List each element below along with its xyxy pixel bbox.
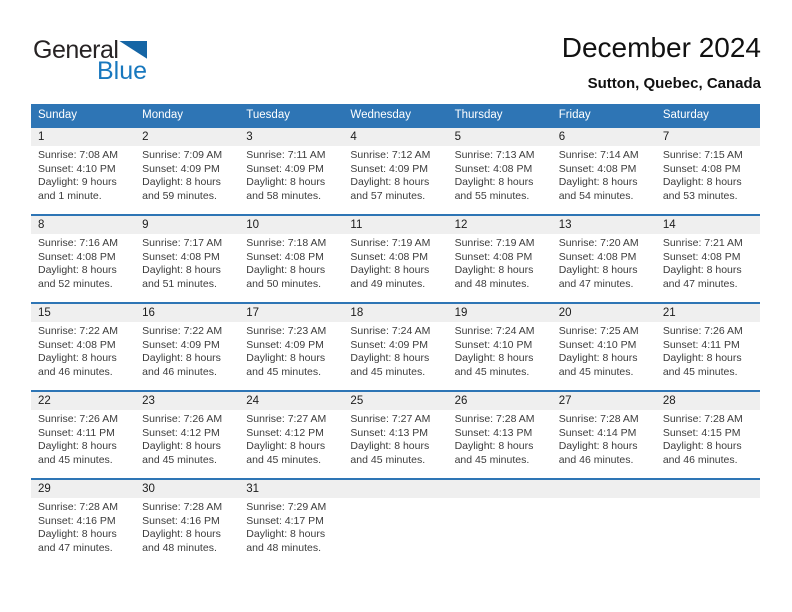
day-details-12 — [448, 234, 552, 291]
daylight-line-2: and 45 minutes. — [246, 453, 321, 466]
sunset-line: Sunset: 4:10 PM — [558, 338, 637, 351]
weekday-header-sunday: Sunday — [38, 109, 78, 121]
date-31: 31 — [246, 483, 260, 495]
title-block — [562, 33, 761, 92]
day-details-18 — [343, 322, 447, 379]
sunset-line: Sunset: 4:08 PM — [38, 250, 116, 263]
sunset-line: Sunset: 4:08 PM — [246, 250, 324, 263]
day-details-8 — [31, 234, 135, 291]
day-details-6 — [552, 146, 656, 203]
daylight-line-1: Daylight: 9 hours — [38, 176, 117, 188]
daylight-line-2: and 52 minutes. — [38, 277, 113, 290]
sunrise-line: Sunrise: 7:19 AM — [454, 237, 535, 249]
daylight-line-2: and 59 minutes. — [142, 189, 217, 202]
sunrise-line: Sunrise: 7:13 AM — [454, 149, 535, 161]
daylight-line-2: and 53 minutes. — [662, 189, 738, 202]
sunrise-line: Sunrise: 7:08 AM — [38, 149, 118, 161]
daylight-line-2: and 45 minutes. — [38, 453, 113, 466]
sunrise-line: Sunrise: 7:22 AM — [142, 325, 223, 337]
sunset-line: Sunset: 4:08 PM — [558, 162, 637, 175]
sunset-line: Sunset: 4:09 PM — [246, 162, 324, 175]
date-29: 29 — [38, 483, 51, 495]
general-blue-logo — [33, 38, 147, 84]
page-subtitle: Sutton, Quebec, Canada — [587, 74, 761, 92]
daylight-line-1: Daylight: 8 hours — [558, 264, 638, 276]
logo-general-text: General — [33, 36, 119, 64]
daylight-line-1: Daylight: 8 hours — [662, 352, 742, 364]
empty-date-cell — [656, 480, 760, 498]
sunrise-line: Sunrise: 7:19 AM — [350, 237, 431, 249]
date-9: 9 — [142, 219, 149, 231]
daylight-line-1: Daylight: 8 hours — [454, 264, 534, 276]
date-10: 10 — [246, 219, 260, 231]
day-details-10 — [239, 234, 343, 291]
sunset-line: Sunset: 4:12 PM — [246, 426, 324, 439]
empty-date-cell — [448, 480, 552, 498]
daylight-line-2: and 58 minutes. — [246, 189, 321, 202]
daylight-line-1: Daylight: 8 hours — [142, 176, 221, 188]
day-details-26 — [448, 410, 552, 467]
date-4: 4 — [350, 131, 357, 143]
date-25: 25 — [350, 395, 364, 407]
details-row — [31, 410, 760, 467]
daylight-line-1: Daylight: 8 hours — [662, 176, 742, 188]
daylight-line-2: and 47 minutes. — [662, 277, 738, 290]
daylight-line-1: Daylight: 8 hours — [662, 440, 742, 452]
sunset-line: Sunset: 4:09 PM — [142, 338, 220, 351]
daylight-line-2: and 48 minutes. — [246, 541, 321, 554]
date-11: 11 — [350, 219, 363, 231]
daylight-line-1: Daylight: 8 hours — [350, 352, 430, 364]
daylight-line-2: and 45 minutes. — [558, 365, 634, 378]
sunrise-line: Sunrise: 7:18 AM — [246, 237, 327, 249]
date-21: 21 — [662, 307, 676, 319]
sunrise-line: Sunrise: 7:26 AM — [142, 413, 223, 425]
logo-blue-text: Blue — [97, 57, 148, 85]
date-26: 26 — [454, 395, 468, 407]
daylight-line-1: Daylight: 8 hours — [38, 264, 117, 276]
sunset-line: Sunset: 4:17 PM — [246, 514, 324, 527]
date-20: 20 — [558, 307, 572, 319]
daylight-line-1: Daylight: 8 hours — [662, 264, 742, 276]
weekday-header-friday: Friday — [558, 109, 591, 121]
day-details-25 — [343, 410, 447, 467]
sunrise-line: Sunrise: 7:22 AM — [38, 325, 118, 337]
daylight-line-2: and 46 minutes. — [662, 453, 738, 466]
date-5: 5 — [454, 131, 461, 143]
sunrise-line: Sunrise: 7:27 AM — [246, 413, 327, 425]
day-details-1 — [31, 146, 135, 203]
empty-date-cell — [552, 480, 656, 498]
details-row — [31, 322, 760, 379]
empty-detail-cell — [343, 498, 447, 555]
calendar-table — [31, 104, 760, 566]
day-details-29 — [31, 498, 135, 555]
page-title: December 2024 — [561, 32, 761, 63]
sunset-line: Sunset: 4:08 PM — [454, 162, 533, 175]
day-details-21 — [656, 322, 760, 379]
sunrise-line: Sunrise: 7:28 AM — [38, 501, 118, 513]
daylight-line-2: and 45 minutes. — [246, 365, 321, 378]
sunrise-line: Sunrise: 7:12 AM — [350, 149, 431, 161]
day-details-30 — [135, 498, 239, 555]
daylight-line-2: and 45 minutes. — [350, 365, 426, 378]
sunrise-line: Sunrise: 7:28 AM — [454, 413, 535, 425]
day-details-19 — [448, 322, 552, 379]
day-details-17 — [239, 322, 343, 379]
sunrise-line: Sunrise: 7:26 AM — [662, 325, 743, 337]
daylight-line-1: Daylight: 8 hours — [558, 176, 638, 188]
date-28: 28 — [662, 395, 676, 407]
date-18: 18 — [350, 307, 364, 319]
daylight-line-1: Daylight: 8 hours — [558, 440, 638, 452]
date-24: 24 — [246, 395, 260, 407]
daylight-line-1: Daylight: 8 hours — [350, 176, 430, 188]
sunrise-line: Sunrise: 7:14 AM — [558, 149, 639, 161]
weekday-header-row — [31, 104, 760, 126]
daylight-line-2: and 46 minutes. — [142, 365, 217, 378]
daylight-line-1: Daylight: 8 hours — [142, 440, 221, 452]
daylight-line-2: and 51 minutes. — [142, 277, 217, 290]
daylight-line-2: and 48 minutes. — [454, 277, 530, 290]
date-7: 7 — [662, 131, 670, 143]
date-band — [31, 128, 760, 146]
daylight-line-1: Daylight: 8 hours — [142, 528, 221, 540]
sunset-line: Sunset: 4:09 PM — [350, 338, 429, 351]
sunset-line: Sunset: 4:13 PM — [350, 426, 429, 439]
sunset-line: Sunset: 4:08 PM — [558, 250, 637, 263]
empty-detail-cell — [552, 498, 656, 555]
date-13: 13 — [558, 219, 572, 231]
day-details-9 — [135, 234, 239, 291]
date-22: 22 — [38, 395, 51, 407]
week-row-5 — [31, 478, 760, 566]
daylight-line-1: Daylight: 8 hours — [38, 528, 117, 540]
daylight-line-2: and 49 minutes. — [350, 277, 426, 290]
day-details-31 — [239, 498, 343, 555]
sunset-line: Sunset: 4:16 PM — [38, 514, 116, 527]
weekday-header-thursday: Thursday — [454, 109, 503, 121]
daylight-line-2: and 47 minutes. — [558, 277, 634, 290]
sunset-line: Sunset: 4:09 PM — [142, 162, 220, 175]
weekday-header-tuesday: Tuesday — [246, 109, 290, 121]
daylight-line-1: Daylight: 8 hours — [454, 176, 534, 188]
week-row-2 — [31, 214, 760, 302]
daylight-line-1: Daylight: 8 hours — [246, 176, 326, 188]
day-details-2 — [135, 146, 239, 203]
day-details-23 — [135, 410, 239, 467]
daylight-line-1: Daylight: 8 hours — [350, 264, 430, 276]
empty-date-cell — [343, 480, 447, 498]
sunset-line: Sunset: 4:12 PM — [142, 426, 220, 439]
daylight-line-1: Daylight: 8 hours — [246, 528, 326, 540]
date-2: 2 — [142, 131, 149, 143]
sunset-line: Sunset: 4:14 PM — [558, 426, 637, 439]
date-12: 12 — [454, 219, 468, 231]
sunset-line: Sunset: 4:08 PM — [454, 250, 533, 263]
daylight-line-2: and 45 minutes. — [454, 453, 530, 466]
sunrise-line: Sunrise: 7:16 AM — [38, 237, 118, 249]
daylight-line-1: Daylight: 8 hours — [350, 440, 430, 452]
date-8: 8 — [38, 219, 45, 231]
daylight-line-2: and 55 minutes. — [454, 189, 530, 202]
date-17: 17 — [246, 307, 260, 319]
date-27: 27 — [558, 395, 572, 407]
week-row-4 — [31, 390, 760, 478]
sunset-line: Sunset: 4:11 PM — [662, 338, 740, 351]
daylight-line-2: and 46 minutes. — [38, 365, 113, 378]
day-details-16 — [135, 322, 239, 379]
day-details-24 — [239, 410, 343, 467]
details-row — [31, 498, 760, 555]
daylight-line-2: and 47 minutes. — [38, 541, 113, 554]
date-3: 3 — [246, 131, 253, 143]
date-23: 23 — [142, 395, 155, 407]
sunrise-line: Sunrise: 7:25 AM — [558, 325, 639, 337]
sunrise-line: Sunrise: 7:20 AM — [558, 237, 639, 249]
date-30: 30 — [142, 483, 155, 495]
day-details-20 — [552, 322, 656, 379]
sunset-line: Sunset: 4:08 PM — [662, 162, 741, 175]
date-6: 6 — [558, 131, 566, 143]
sunrise-line: Sunrise: 7:17 AM — [142, 237, 223, 249]
daylight-line-2: and 50 minutes. — [246, 277, 321, 290]
day-details-15 — [31, 322, 135, 379]
sunrise-line: Sunrise: 7:28 AM — [142, 501, 223, 513]
sunrise-line: Sunrise: 7:11 AM — [246, 149, 326, 161]
daylight-line-1: Daylight: 8 hours — [246, 352, 326, 364]
date-16: 16 — [142, 307, 155, 319]
sunset-line: Sunset: 4:08 PM — [350, 250, 429, 263]
sunset-line: Sunset: 4:09 PM — [350, 162, 429, 175]
sunrise-line: Sunrise: 7:28 AM — [558, 413, 639, 425]
empty-detail-cell — [448, 498, 552, 555]
date-band — [31, 304, 760, 322]
sunrise-line: Sunrise: 7:27 AM — [350, 413, 431, 425]
daylight-line-2: and 45 minutes. — [662, 365, 738, 378]
daylight-line-2: and 45 minutes. — [350, 453, 426, 466]
sunrise-line: Sunrise: 7:21 AM — [662, 237, 743, 249]
day-details-3 — [239, 146, 343, 203]
day-details-14 — [656, 234, 760, 291]
sunrise-line: Sunrise: 7:24 AM — [454, 325, 535, 337]
day-details-13 — [552, 234, 656, 291]
sunset-line: Sunset: 4:10 PM — [38, 162, 116, 175]
sunset-line: Sunset: 4:08 PM — [662, 250, 741, 263]
sunset-line: Sunset: 4:08 PM — [38, 338, 116, 351]
day-details-5 — [448, 146, 552, 203]
daylight-line-2: and 45 minutes. — [454, 365, 530, 378]
date-band — [31, 480, 760, 498]
sunset-line: Sunset: 4:09 PM — [246, 338, 324, 351]
sunrise-line: Sunrise: 7:09 AM — [142, 149, 223, 161]
day-details-4 — [343, 146, 447, 203]
day-details-7 — [656, 146, 760, 203]
sunset-line: Sunset: 4:08 PM — [142, 250, 220, 263]
date-14: 14 — [662, 219, 676, 231]
daylight-line-2: and 57 minutes. — [350, 189, 426, 202]
sunrise-line: Sunrise: 7:15 AM — [662, 149, 743, 161]
day-details-27 — [552, 410, 656, 467]
daylight-line-1: Daylight: 8 hours — [38, 352, 117, 364]
sunrise-line: Sunrise: 7:26 AM — [38, 413, 118, 425]
daylight-line-2: and 54 minutes. — [558, 189, 634, 202]
daylight-line-1: Daylight: 8 hours — [142, 264, 221, 276]
day-details-11 — [343, 234, 447, 291]
daylight-line-1: Daylight: 8 hours — [38, 440, 117, 452]
sunset-line: Sunset: 4:15 PM — [662, 426, 741, 439]
sunset-line: Sunset: 4:16 PM — [142, 514, 220, 527]
daylight-line-1: Daylight: 8 hours — [454, 352, 534, 364]
daylight-line-1: Daylight: 8 hours — [246, 264, 326, 276]
daylight-line-1: Daylight: 8 hours — [454, 440, 534, 452]
day-details-28 — [656, 410, 760, 467]
sunrise-line: Sunrise: 7:29 AM — [246, 501, 327, 513]
date-15: 15 — [38, 307, 51, 319]
sunrise-line: Sunrise: 7:24 AM — [350, 325, 431, 337]
weekday-header-monday: Monday — [142, 109, 184, 121]
daylight-line-2: and 45 minutes. — [142, 453, 217, 466]
sunrise-line: Sunrise: 7:28 AM — [662, 413, 743, 425]
details-row — [31, 234, 760, 291]
daylight-line-2: and 1 minute. — [38, 189, 102, 202]
details-row — [31, 146, 760, 203]
daylight-line-2: and 46 minutes. — [558, 453, 634, 466]
daylight-line-2: and 48 minutes. — [142, 541, 217, 554]
weekday-header-saturday: Saturday — [662, 109, 709, 121]
daylight-line-1: Daylight: 8 hours — [558, 352, 638, 364]
date-1: 1 — [38, 131, 45, 143]
sunset-line: Sunset: 4:10 PM — [454, 338, 533, 351]
date-19: 19 — [454, 307, 468, 319]
daylight-line-1: Daylight: 8 hours — [246, 440, 326, 452]
daylight-line-1: Daylight: 8 hours — [142, 352, 221, 364]
date-band — [31, 392, 760, 410]
empty-detail-cell — [656, 498, 760, 555]
weekday-header-wednesday: Wednesday — [350, 109, 411, 121]
sunrise-line: Sunrise: 7:23 AM — [246, 325, 327, 337]
week-row-3 — [31, 302, 760, 390]
sunset-line: Sunset: 4:13 PM — [454, 426, 533, 439]
sunset-line: Sunset: 4:11 PM — [38, 426, 115, 439]
date-band — [31, 216, 760, 234]
week-row-1 — [31, 126, 760, 214]
day-details-22 — [31, 410, 135, 467]
